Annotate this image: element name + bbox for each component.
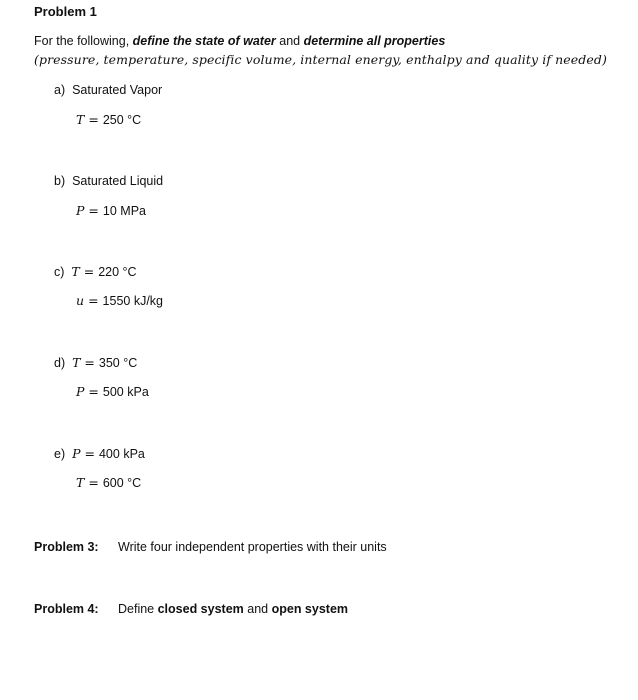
equation-variable: T (76, 475, 85, 490)
equation-value: 10 MPa (102, 204, 146, 218)
equation-value: 600 °C (102, 476, 142, 490)
problem-4-prefix: Define (118, 602, 158, 616)
equation-c-1 (54, 264, 137, 279)
item-letter: b) (54, 174, 66, 188)
intro-emphasis-state: define the state of water (132, 34, 276, 48)
intro-emphasis-properties: determine all properties (303, 34, 446, 48)
equation-operator: = (88, 475, 99, 490)
problem-1-intro (34, 34, 445, 48)
problem-4-middle: and (243, 602, 272, 616)
problem-1-title: Problem 1 (34, 4, 97, 19)
item-a (54, 83, 162, 97)
equation-operator: = (88, 384, 99, 399)
problem-3 (34, 540, 387, 554)
item-label: Saturated Vapor (72, 83, 163, 97)
problem-4-closed-system: closed system (157, 602, 244, 616)
equation-variable: u (76, 293, 85, 308)
equation-value: 500 kPa (102, 385, 149, 399)
equation-d-2 (76, 384, 149, 399)
equation-operator: = (83, 264, 95, 279)
equation-value: 400 kPa (98, 447, 145, 461)
problem-4-title: Problem 4: (34, 602, 99, 616)
equation-operator: = (84, 355, 95, 370)
equation-b-1 (76, 203, 146, 218)
equation-variable: T (76, 112, 85, 127)
equation-value: 220 °C (98, 265, 137, 279)
equation-c-2 (76, 293, 163, 308)
problem-4-open-system: open system (271, 602, 349, 616)
equation-variable: P (76, 203, 85, 218)
equation-operator: = (84, 446, 95, 461)
item-label: Saturated Liquid (72, 174, 164, 188)
equation-variable: T (71, 264, 80, 279)
intro-prefix: For the following, (34, 34, 133, 48)
equation-value: 350 °C (98, 356, 138, 370)
equation-variable: P (72, 446, 81, 461)
item-letter: e) (54, 447, 66, 461)
equation-e-2 (76, 475, 141, 490)
equation-variable: P (76, 384, 85, 399)
intro-middle: and (275, 34, 304, 48)
problem-4 (34, 602, 348, 616)
equation-a-1 (76, 112, 141, 127)
problem-3-text: Write four independent properties with their units (118, 540, 387, 554)
properties-note: (pressure, temperature, specific volume, internal energy, enthalpy and quality if needed) (34, 52, 607, 67)
item-b (54, 174, 163, 188)
problem-3-title: Problem 3: (34, 540, 99, 554)
equation-operator: = (88, 112, 99, 127)
equation-e-1 (54, 446, 145, 461)
equation-value: 250 °C (102, 113, 142, 127)
item-letter: c) (54, 265, 65, 279)
equation-operator: = (88, 203, 99, 218)
equation-variable: T (72, 355, 81, 370)
equation-value: 1550 kJ/kg (102, 294, 164, 308)
equation-operator: = (88, 293, 99, 308)
equation-d-1 (54, 355, 137, 370)
item-letter: a) (54, 83, 66, 97)
item-letter: d) (54, 356, 66, 370)
